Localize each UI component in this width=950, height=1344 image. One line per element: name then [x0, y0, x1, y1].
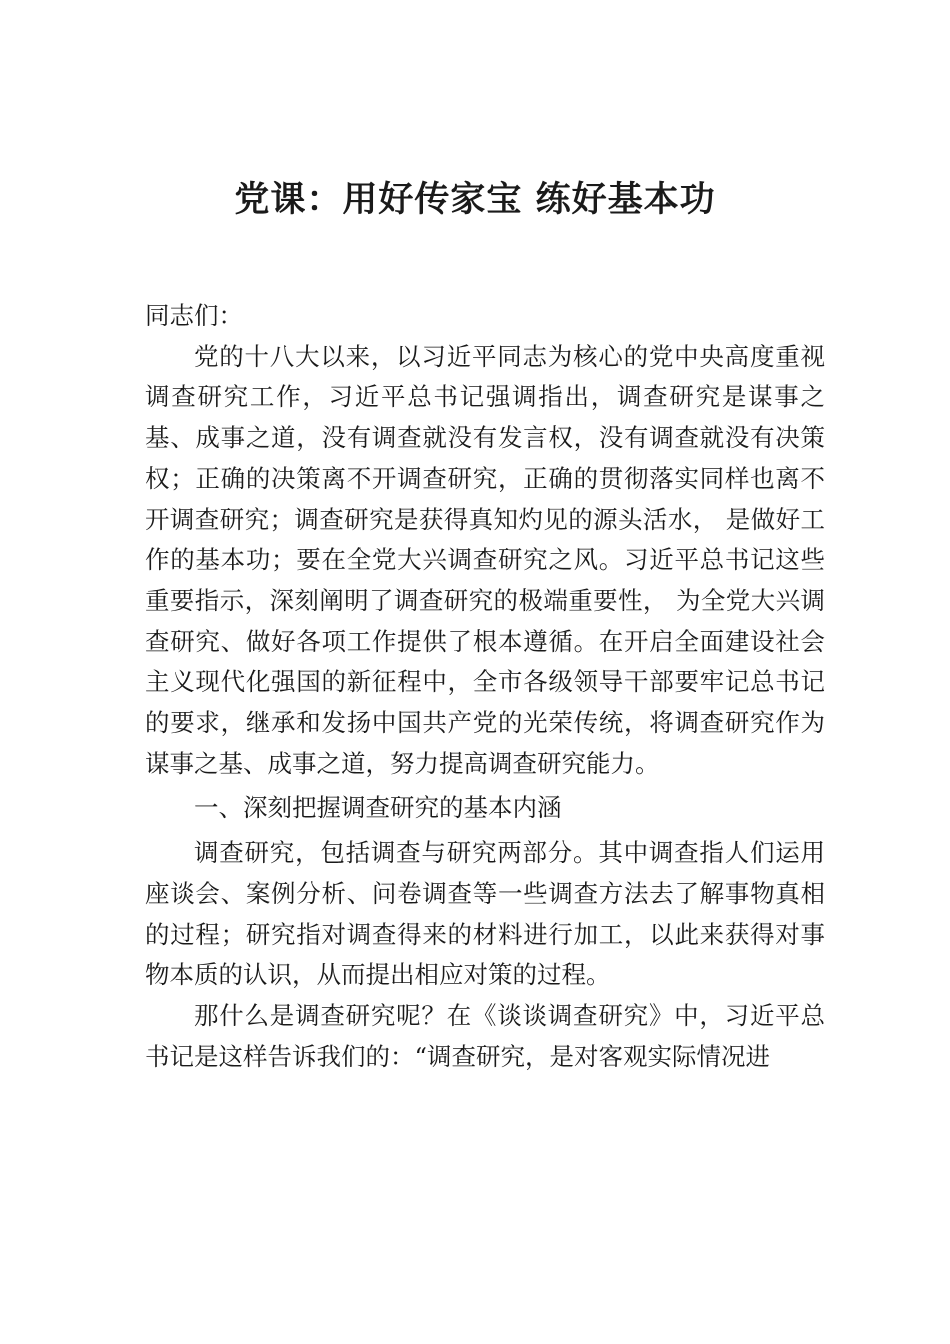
- section-paragraph-2: 那什么是调查研究呢？在《谈谈调查研究》中，习近平总书记是这样告诉我们的：“调查研究，是对客观实际情况进: [145, 1000, 825, 1071]
- section-paragraph-1: 调查研究，包括调查与研究两部分。其中调查指人们运用座谈会、案例分析、问卷调查等一些调查方法去了解事物真相的过程；研究指对调查得来的材料进行加工，以此来获得对事物本质的认识，从而提出相应对策的过程。: [145, 838, 825, 990]
- section-heading: 一、深刻把握调查研究的基本内涵: [194, 793, 562, 823]
- intro-paragraph: 党的十八大以来，以习近平同志为核心的党中央高度重视调查研究工作，习近平总书记强调指出，调查研究是谋事之基、成事之道，没有调查就没有发言权，没有调查就没有决策权；正确的决策离不开调查研究，正确的贯彻落实同样也离不开调查研究；调查研究是获得真知灼见的源头活水， 是做好工作的基本功；要在全党大兴调查研究之风。习近平总书记这些重要指示，深刻阐明了调查研究的极端重要性， 为全党大兴调查研究、做好各项工作提供了根本遵循。在开启全面建设社会主义现代化强国的新征程中，全市各级领导干部要牢记总书记的要求，继承和发扬中国共产党的光荣传统，将调查研究作为谋事之基、成事之道，努力提高调查研究能力。: [145, 341, 825, 778]
- document-title: 党课：用好传家宝 练好基本功: [234, 180, 716, 220]
- document-body: [145, 296, 825, 1077]
- salutation: 同志们：: [145, 301, 243, 330]
